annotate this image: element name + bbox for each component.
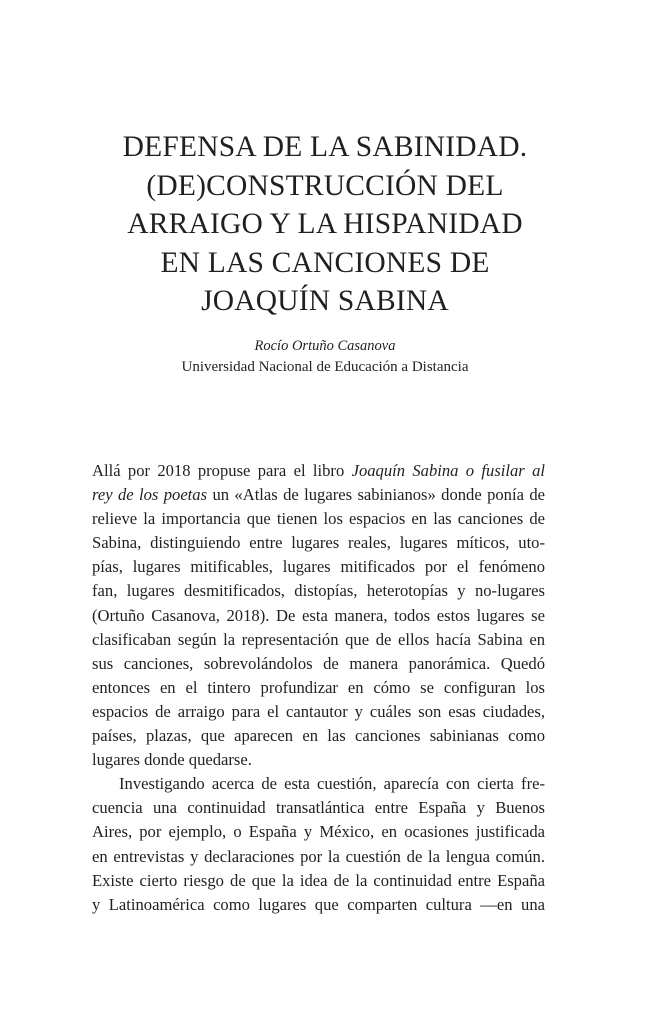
- text-line: entonces en el tintero profundizar en cómo se configuran los: [92, 677, 545, 697]
- text-run: un «Atlas de lugares sabinianos» donde ponía de: [207, 485, 545, 505]
- author-affiliation: Universidad Nacional de Educación a Distancia: [181, 359, 469, 375]
- title-line: DEFENSA DE LA SABINIDAD.: [122, 131, 528, 163]
- text-run: Allá por 2018 propuse para el libro: [92, 461, 352, 480]
- text-line: [92, 483, 545, 507]
- author-name: Rocío Ortuño Casanova: [254, 338, 396, 354]
- title-line: JOAQUÍN SABINA: [201, 285, 449, 317]
- title-line: (DE)CONSTRUCCIÓN DEL: [146, 169, 504, 202]
- text-line: y Latinoamérica como lugares que comparten cultura —en una: [92, 894, 545, 914]
- text-line: en entrevistas y declaraciones por la cuestión de la lengua común.: [92, 846, 545, 866]
- text-line: Investigando acerca de esta cuestión, aparecía con cierta fre-: [119, 774, 545, 794]
- text-line: países, plazas, que aparecen en las canciones sabinianas como: [92, 726, 545, 746]
- text-line: Sabina, distinguiendo entre lugares reales, lugares míticos, uto-: [92, 533, 545, 553]
- text-line: [92, 459, 545, 483]
- text-line: clasificaban según la representación que de ellos hacía Sabina en: [92, 629, 545, 649]
- body-text: [92, 459, 545, 917]
- book-title-italic: Joaquín Sabina o fusilar al: [351, 461, 545, 480]
- text-line: Aires, por ejemplo, o España y México, en ocasiones justificada: [92, 822, 545, 842]
- text-line: espacios de arraigo para el cantautor y cuáles son esas ciudades,: [92, 701, 545, 721]
- paragraph: [92, 772, 545, 917]
- text-line: fan, lugares desmitificados, distopías, heterotopías y no-lugares: [92, 581, 545, 601]
- text-line: Existe cierto riesgo de que la idea de la continuidad entre España: [92, 870, 545, 890]
- title-line: EN LAS CANCIONES DE: [160, 246, 490, 279]
- text-line: lugares donde quedarse.: [92, 750, 252, 770]
- text-line: sus canciones, sobrevolándolos de manera panorámica. Quedó: [92, 653, 545, 673]
- text-line: cuencia una continuidad transatlántica entre España y Buenos: [92, 798, 545, 818]
- text-line: relieve la importancia que tienen los espacios en las canciones de: [92, 509, 545, 529]
- chapter-title: [0, 128, 650, 321]
- text-line: (Ortuño Casanova, 2018). De esta manera, todos estos lugares se: [92, 605, 545, 625]
- paragraph: [92, 459, 545, 772]
- text-line: pías, lugares mitificables, lugares mitificados por el fenómeno: [92, 557, 545, 577]
- title-line: ARRAIGO Y LA HISPANIDAD: [127, 208, 523, 240]
- book-title-italic: rey de los poetas: [92, 485, 208, 505]
